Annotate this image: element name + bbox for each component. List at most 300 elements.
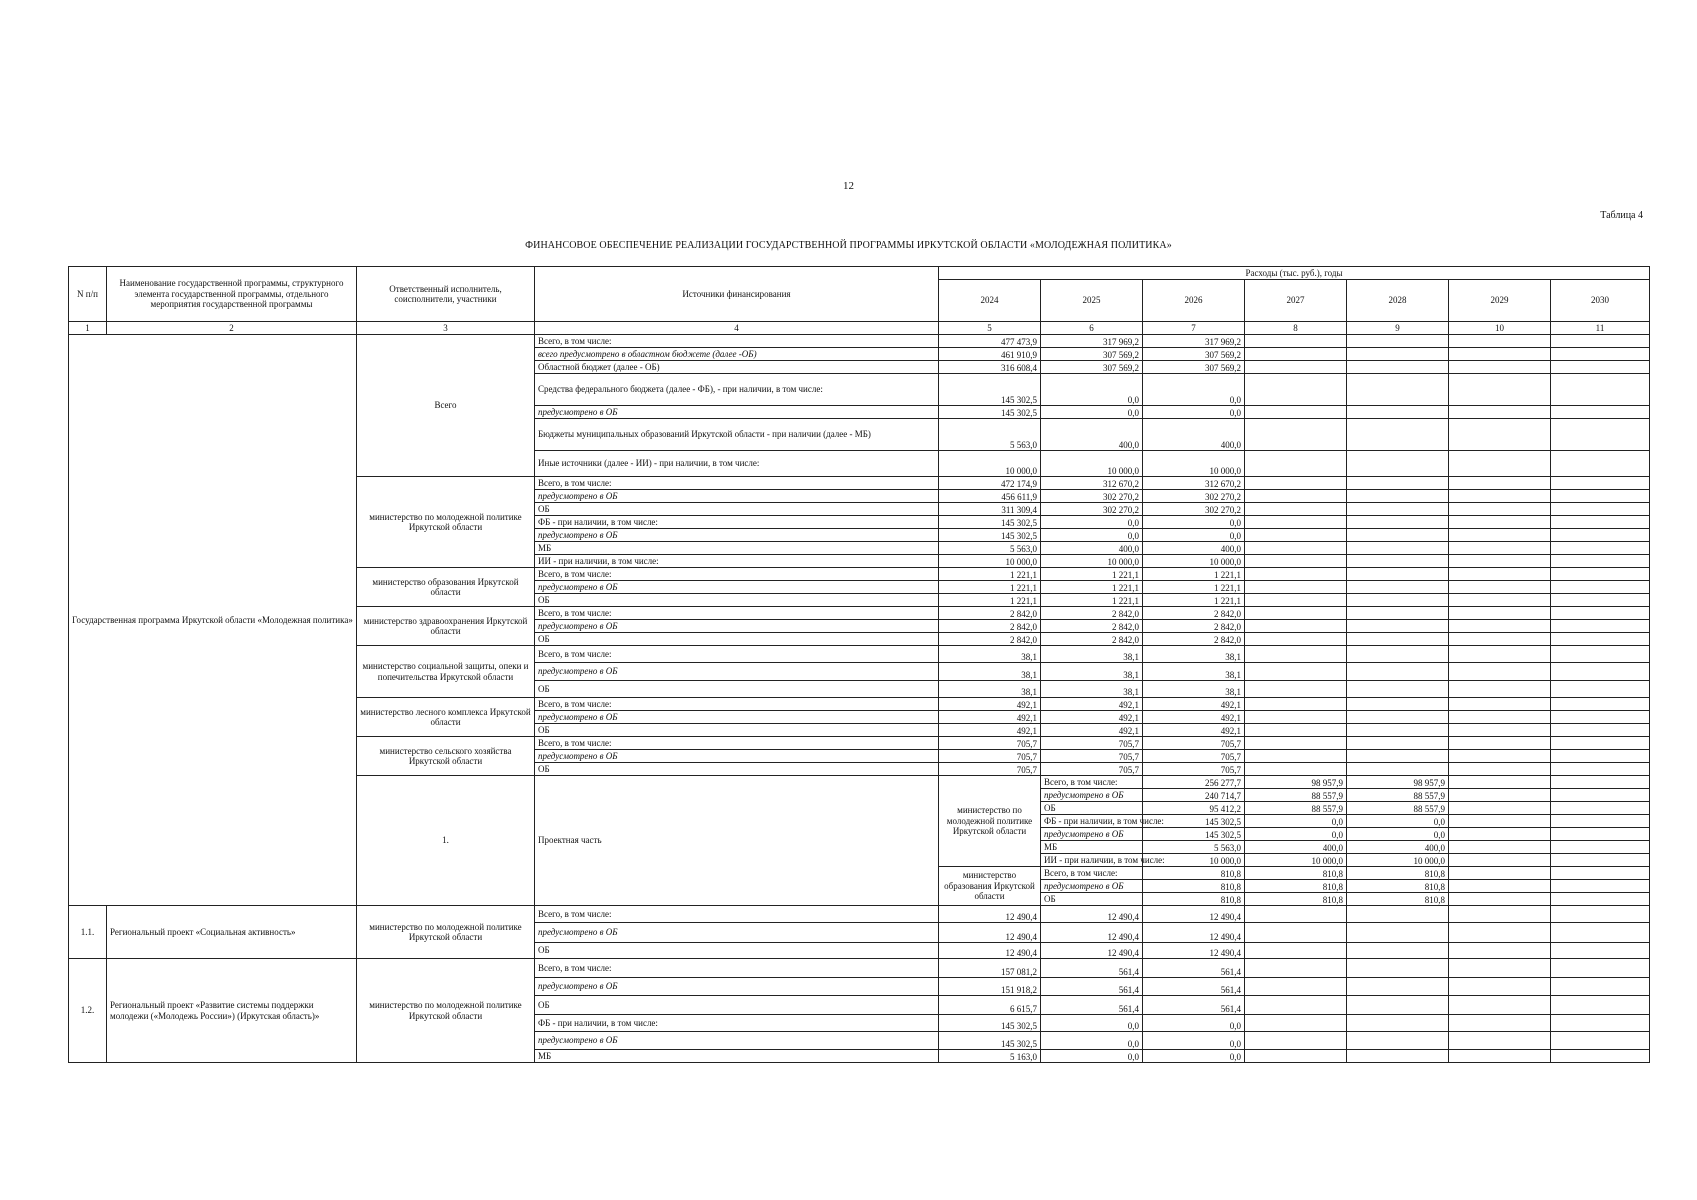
amount-cell — [1449, 477, 1551, 490]
amount-cell: 561,4 — [1143, 959, 1245, 978]
amount-cell: 456 611,9 — [939, 490, 1041, 503]
amount-cell: 5 563,0 — [939, 419, 1041, 451]
amount-cell: 240 714,7 — [1143, 789, 1245, 802]
amount-cell: 1 221,1 — [1143, 594, 1245, 607]
header-source: Источники финансирования — [535, 267, 939, 322]
amount-cell: 810,8 — [1245, 867, 1347, 880]
amount-cell — [1245, 477, 1347, 490]
amount-cell — [1449, 959, 1551, 978]
program-element-name: Государственная программа Иркутской области «Молодежная политика» — [69, 335, 357, 906]
funding-source: ФБ - при наличии, в том числе: — [1041, 815, 1143, 828]
amount-cell: 0,0 — [1041, 1032, 1143, 1050]
funding-source: Бюджеты муниципальных образований Иркутской области - при наличии (далее - МБ) — [535, 419, 939, 451]
funding-source: всего предусмотрено в областном бюджете (далее -ОБ) — [535, 348, 939, 361]
executor-name: министерство по молодежной политике Иркутской области — [939, 776, 1041, 867]
amount-cell: 400,0 — [1041, 542, 1143, 555]
amount-cell — [1449, 750, 1551, 763]
amount-cell — [1449, 503, 1551, 516]
amount-cell: 88 557,9 — [1245, 802, 1347, 815]
funding-source: ОБ — [535, 763, 939, 776]
amount-cell — [1347, 978, 1449, 996]
amount-cell: 810,8 — [1245, 893, 1347, 906]
table-label: Таблица 4 — [1600, 210, 1643, 221]
amount-cell: 307 569,2 — [1041, 348, 1143, 361]
amount-cell: 0,0 — [1245, 815, 1347, 828]
funding-source: предусмотрено в ОБ — [535, 529, 939, 542]
amount-cell: 95 412,2 — [1143, 802, 1245, 815]
amount-cell: 0,0 — [1143, 516, 1245, 529]
amount-cell — [1551, 1032, 1650, 1050]
amount-cell — [1347, 646, 1449, 663]
amount-cell: 12 490,4 — [1143, 906, 1245, 923]
amount-cell — [1347, 348, 1449, 361]
amount-cell — [1551, 555, 1650, 568]
amount-cell — [1347, 996, 1449, 1015]
amount-cell — [1245, 503, 1347, 516]
amount-cell — [1551, 374, 1650, 406]
amount-cell — [1449, 1050, 1551, 1063]
amount-cell: 157 081,2 — [939, 959, 1041, 978]
funding-source: предусмотрено в ОБ — [535, 620, 939, 633]
amount-cell: 400,0 — [1245, 841, 1347, 854]
amount-cell — [1245, 555, 1347, 568]
amount-cell — [1245, 711, 1347, 724]
executor-name: министерство образования Иркутской области — [357, 568, 535, 607]
funding-source: ИИ - при наличии, в том числе: — [1041, 854, 1143, 867]
amount-cell — [1551, 923, 1650, 943]
amount-cell — [1551, 633, 1650, 646]
amount-cell — [1449, 763, 1551, 776]
amount-cell: 145 302,5 — [939, 1032, 1041, 1050]
amount-cell — [1449, 996, 1551, 1015]
amount-cell — [1551, 335, 1650, 348]
amount-cell: 12 490,4 — [939, 943, 1041, 959]
amount-cell: 10 000,0 — [939, 555, 1041, 568]
amount-cell — [1245, 406, 1347, 419]
amount-cell: 38,1 — [1143, 681, 1245, 698]
funding-source: Всего, в том числе: — [535, 477, 939, 490]
executor-name: министерство лесного комплекса Иркутской области — [357, 698, 535, 737]
program-element-name: Региональный проект «Социальная активность» — [107, 906, 357, 959]
amount-cell: 492,1 — [939, 724, 1041, 737]
amount-cell — [1449, 581, 1551, 594]
amount-cell — [1449, 867, 1551, 880]
amount-cell — [1551, 996, 1650, 1015]
amount-cell: 12 490,4 — [1143, 923, 1245, 943]
amount-cell: 151 918,2 — [939, 978, 1041, 996]
amount-cell — [1449, 568, 1551, 581]
amount-cell — [1347, 923, 1449, 943]
amount-cell: 5 163,0 — [939, 1050, 1041, 1063]
amount-cell — [1449, 646, 1551, 663]
amount-cell: 302 270,2 — [1143, 503, 1245, 516]
amount-cell — [1245, 568, 1347, 581]
funding-source: МБ — [535, 1050, 939, 1063]
amount-cell: 88 557,9 — [1347, 802, 1449, 815]
amount-cell: 38,1 — [1041, 663, 1143, 681]
amount-cell: 256 277,7 — [1143, 776, 1245, 789]
amount-cell — [1551, 477, 1650, 490]
amount-cell — [1347, 516, 1449, 529]
amount-cell — [1551, 959, 1650, 978]
amount-cell — [1449, 893, 1551, 906]
funding-source: Всего, в том числе: — [535, 959, 939, 978]
amount-cell: 1 221,1 — [1041, 594, 1143, 607]
amount-cell: 312 670,2 — [1041, 477, 1143, 490]
amount-cell — [1551, 451, 1650, 477]
amount-cell: 472 174,9 — [939, 477, 1041, 490]
amount-cell — [1245, 663, 1347, 681]
amount-cell: 10 000,0 — [1245, 854, 1347, 867]
amount-cell — [1449, 374, 1551, 406]
amount-cell: 317 969,2 — [1041, 335, 1143, 348]
amount-cell — [1347, 1050, 1449, 1063]
amount-cell: 311 309,4 — [939, 503, 1041, 516]
amount-cell — [1449, 776, 1551, 789]
amount-cell: 705,7 — [1041, 737, 1143, 750]
amount-cell — [1245, 374, 1347, 406]
amount-cell — [1449, 789, 1551, 802]
funding-source: Всего, в том числе: — [535, 335, 939, 348]
amount-cell — [1449, 1032, 1551, 1050]
amount-cell — [1245, 1015, 1347, 1032]
amount-cell: 492,1 — [1041, 711, 1143, 724]
amount-cell — [1347, 477, 1449, 490]
amount-cell — [1551, 724, 1650, 737]
amount-cell: 317 969,2 — [1143, 335, 1245, 348]
header-year: 2030 — [1551, 280, 1650, 322]
amount-cell: 2 842,0 — [1041, 633, 1143, 646]
amount-cell: 12 490,4 — [1041, 943, 1143, 959]
amount-cell: 10 000,0 — [1143, 555, 1245, 568]
amount-cell: 12 490,4 — [939, 906, 1041, 923]
amount-cell — [1449, 828, 1551, 841]
amount-cell — [1245, 724, 1347, 737]
amount-cell: 705,7 — [1143, 750, 1245, 763]
amount-cell — [1347, 943, 1449, 959]
amount-cell: 0,0 — [1041, 406, 1143, 419]
amount-cell: 492,1 — [1143, 711, 1245, 724]
amount-cell: 307 569,2 — [1041, 361, 1143, 374]
amount-cell: 705,7 — [939, 750, 1041, 763]
amount-cell — [1245, 698, 1347, 711]
executor-name: Всего — [357, 335, 535, 477]
amount-cell — [1551, 867, 1650, 880]
amount-cell — [1551, 698, 1650, 711]
amount-cell — [1551, 711, 1650, 724]
amount-cell — [1551, 646, 1650, 663]
amount-cell: 0,0 — [1143, 529, 1245, 542]
amount-cell: 0,0 — [1143, 406, 1245, 419]
amount-cell: 0,0 — [1041, 516, 1143, 529]
funding-source: предусмотрено в ОБ — [535, 711, 939, 724]
amount-cell — [1551, 978, 1650, 996]
funding-source: Средства федерального бюджета (далее - ФБ), - при наличии, в том числе: — [535, 374, 939, 406]
amount-cell: 145 302,5 — [939, 374, 1041, 406]
amount-cell — [1449, 419, 1551, 451]
amount-cell — [1449, 854, 1551, 867]
amount-cell: 1 221,1 — [939, 594, 1041, 607]
amount-cell — [1551, 529, 1650, 542]
amount-cell: 561,4 — [1143, 978, 1245, 996]
amount-cell — [1449, 542, 1551, 555]
amount-cell: 2 842,0 — [1041, 620, 1143, 633]
program-element-name: Проектная часть — [535, 776, 939, 906]
amount-cell: 705,7 — [1041, 750, 1143, 763]
amount-cell: 400,0 — [1143, 419, 1245, 451]
amount-cell: 145 302,5 — [1143, 815, 1245, 828]
amount-cell — [1551, 419, 1650, 451]
amount-cell — [1551, 750, 1650, 763]
amount-cell — [1245, 1050, 1347, 1063]
amount-cell: 302 270,2 — [1041, 490, 1143, 503]
amount-cell: 302 270,2 — [1041, 503, 1143, 516]
funding-source: ФБ - при наличии, в том числе: — [535, 516, 939, 529]
column-number: 8 — [1245, 322, 1347, 335]
amount-cell: 10 000,0 — [1347, 854, 1449, 867]
amount-cell — [1551, 568, 1650, 581]
amount-cell: 492,1 — [1041, 698, 1143, 711]
amount-cell: 561,4 — [1041, 959, 1143, 978]
amount-cell — [1245, 516, 1347, 529]
amount-cell: 38,1 — [1143, 663, 1245, 681]
amount-cell — [1245, 906, 1347, 923]
amount-cell: 145 302,5 — [939, 516, 1041, 529]
column-number: 3 — [357, 322, 535, 335]
amount-cell — [1347, 406, 1449, 419]
amount-cell: 145 302,5 — [939, 529, 1041, 542]
amount-cell — [1347, 568, 1449, 581]
executor-name: министерство социальной защиты, опеки и попечительства Иркутской области — [357, 646, 535, 698]
amount-cell: 38,1 — [939, 646, 1041, 663]
amount-cell: 2 842,0 — [1143, 620, 1245, 633]
amount-cell: 492,1 — [1143, 698, 1245, 711]
amount-cell: 810,8 — [1143, 880, 1245, 893]
funding-source: Всего, в том числе: — [535, 568, 939, 581]
funding-source: предусмотрено в ОБ — [535, 923, 939, 943]
amount-cell: 145 302,5 — [1143, 828, 1245, 841]
amount-cell: 98 957,9 — [1347, 776, 1449, 789]
amount-cell — [1245, 750, 1347, 763]
amount-cell — [1551, 841, 1650, 854]
funding-source: предусмотрено в ОБ — [535, 663, 939, 681]
amount-cell — [1449, 620, 1551, 633]
amount-cell: 10 000,0 — [1041, 555, 1143, 568]
amount-cell — [1449, 516, 1551, 529]
amount-cell — [1551, 516, 1650, 529]
amount-cell — [1449, 607, 1551, 620]
amount-cell: 705,7 — [1143, 737, 1245, 750]
header-year: 2029 — [1449, 280, 1551, 322]
funding-source: ОБ — [535, 594, 939, 607]
funding-source: предусмотрено в ОБ — [1041, 880, 1143, 893]
amount-cell — [1551, 893, 1650, 906]
amount-cell — [1245, 633, 1347, 646]
amount-cell — [1551, 828, 1650, 841]
amount-cell — [1449, 529, 1551, 542]
amount-cell: 1 221,1 — [1041, 568, 1143, 581]
amount-cell: 705,7 — [939, 737, 1041, 750]
amount-cell — [1449, 943, 1551, 959]
amount-cell: 98 957,9 — [1245, 776, 1347, 789]
header-year: 2026 — [1143, 280, 1245, 322]
amount-cell: 400,0 — [1143, 542, 1245, 555]
amount-cell — [1449, 880, 1551, 893]
amount-cell: 810,8 — [1347, 880, 1449, 893]
amount-cell — [1551, 348, 1650, 361]
table-row — [69, 906, 1650, 923]
amount-cell: 10 000,0 — [1143, 854, 1245, 867]
executor-name: министерство по молодежной политике Иркутской области — [357, 959, 535, 1063]
amount-cell: 145 302,5 — [939, 406, 1041, 419]
amount-cell — [1449, 802, 1551, 815]
amount-cell: 88 557,9 — [1347, 789, 1449, 802]
amount-cell — [1347, 737, 1449, 750]
funding-source: предусмотрено в ОБ — [535, 750, 939, 763]
amount-cell: 492,1 — [939, 698, 1041, 711]
funding-source: ОБ — [535, 681, 939, 698]
amount-cell: 302 270,2 — [1143, 490, 1245, 503]
column-number: 4 — [535, 322, 939, 335]
amount-cell — [1449, 348, 1551, 361]
amount-cell — [1347, 750, 1449, 763]
amount-cell — [1551, 763, 1650, 776]
amount-cell — [1245, 681, 1347, 698]
amount-cell — [1347, 361, 1449, 374]
amount-cell — [1551, 1015, 1650, 1032]
funding-source: предусмотрено в ОБ — [535, 490, 939, 503]
amount-cell — [1551, 594, 1650, 607]
amount-cell — [1449, 923, 1551, 943]
amount-cell — [1551, 542, 1650, 555]
amount-cell: 5 563,0 — [939, 542, 1041, 555]
amount-cell — [1551, 802, 1650, 815]
amount-cell: 0,0 — [1347, 828, 1449, 841]
amount-cell: 810,8 — [1347, 893, 1449, 906]
amount-cell: 6 615,7 — [939, 996, 1041, 1015]
funding-source: ОБ — [1041, 893, 1143, 906]
amount-cell: 810,8 — [1245, 880, 1347, 893]
amount-cell: 312 670,2 — [1143, 477, 1245, 490]
amount-cell — [1449, 724, 1551, 737]
funding-source: Всего, в том числе: — [535, 607, 939, 620]
amount-cell — [1245, 646, 1347, 663]
amount-cell: 316 608,4 — [939, 361, 1041, 374]
amount-cell: 0,0 — [1143, 1032, 1245, 1050]
amount-cell — [1347, 581, 1449, 594]
amount-cell: 810,8 — [1347, 867, 1449, 880]
funding-source: Всего, в том числе: — [535, 646, 939, 663]
funding-source: ОБ — [535, 503, 939, 516]
funding-source: ОБ — [535, 996, 939, 1015]
column-number: 9 — [1347, 322, 1449, 335]
amount-cell: 705,7 — [939, 763, 1041, 776]
amount-cell — [1449, 841, 1551, 854]
amount-cell — [1347, 374, 1449, 406]
amount-cell: 0,0 — [1245, 828, 1347, 841]
column-number: 6 — [1041, 322, 1143, 335]
amount-cell: 5 563,0 — [1143, 841, 1245, 854]
amount-cell — [1245, 581, 1347, 594]
amount-cell — [1551, 943, 1650, 959]
funding-source: МБ — [535, 542, 939, 555]
amount-cell — [1449, 451, 1551, 477]
header-year: 2025 — [1041, 280, 1143, 322]
funding-source: Всего, в том числе: — [535, 698, 939, 711]
amount-cell — [1449, 906, 1551, 923]
amount-cell: 492,1 — [1143, 724, 1245, 737]
amount-cell — [1449, 698, 1551, 711]
executor-name: министерство образования Иркутской области — [939, 867, 1041, 906]
amount-cell — [1245, 737, 1347, 750]
amount-cell: 1 221,1 — [939, 568, 1041, 581]
amount-cell: 492,1 — [1041, 724, 1143, 737]
amount-cell — [1551, 776, 1650, 789]
amount-cell — [1347, 1015, 1449, 1032]
funding-source: Всего, в том числе: — [535, 737, 939, 750]
amount-cell — [1347, 663, 1449, 681]
table-row — [69, 335, 1650, 348]
funding-source: Всего, в том числе: — [535, 906, 939, 923]
amount-cell — [1347, 335, 1449, 348]
amount-cell — [1347, 711, 1449, 724]
amount-cell: 561,4 — [1041, 978, 1143, 996]
amount-cell — [1449, 335, 1551, 348]
amount-cell — [1551, 854, 1650, 867]
amount-cell — [1347, 529, 1449, 542]
column-number: 2 — [107, 322, 357, 335]
amount-cell — [1551, 490, 1650, 503]
amount-cell — [1347, 633, 1449, 646]
amount-cell: 12 490,4 — [1143, 943, 1245, 959]
amount-cell: 10 000,0 — [1041, 451, 1143, 477]
funding-source: предусмотрено в ОБ — [535, 978, 939, 996]
funding-source: предусмотрено в ОБ — [1041, 789, 1143, 802]
funding-source: предусмотрено в ОБ — [535, 581, 939, 594]
program-element-name: Региональный проект «Развитие системы поддержки молодежи («Молодежь России») (Иркутская область)» — [107, 959, 357, 1063]
executor-name: министерство сельского хозяйства Иркутской области — [357, 737, 535, 776]
amount-cell — [1449, 406, 1551, 419]
amount-cell: 1 221,1 — [1041, 581, 1143, 594]
amount-cell — [1551, 503, 1650, 516]
amount-cell: 705,7 — [1143, 763, 1245, 776]
header-name: Наименование государственной программы, структурного элемента государственной программы, отдельного мероприятия государственной программы — [107, 267, 357, 322]
amount-cell — [1449, 1015, 1551, 1032]
amount-cell: 38,1 — [1143, 646, 1245, 663]
amount-cell: 0,0 — [1143, 374, 1245, 406]
amount-cell: 0,0 — [1041, 374, 1143, 406]
amount-cell: 0,0 — [1041, 1015, 1143, 1032]
amount-cell — [1551, 906, 1650, 923]
amount-cell — [1347, 451, 1449, 477]
amount-cell: 38,1 — [939, 663, 1041, 681]
funding-source: ОБ — [535, 633, 939, 646]
header-year: 2027 — [1245, 280, 1347, 322]
amount-cell — [1449, 681, 1551, 698]
amount-cell — [1347, 1032, 1449, 1050]
funding-source: Иные источники (далее - ИИ) - при наличии, в том числе: — [535, 451, 939, 477]
amount-cell — [1245, 419, 1347, 451]
amount-cell: 810,8 — [1143, 893, 1245, 906]
amount-cell — [1245, 361, 1347, 374]
amount-cell: 2 842,0 — [1143, 607, 1245, 620]
amount-cell — [1449, 555, 1551, 568]
header-year: 2028 — [1347, 280, 1449, 322]
amount-cell — [1551, 789, 1650, 802]
amount-cell: 477 473,9 — [939, 335, 1041, 348]
amount-cell — [1449, 663, 1551, 681]
amount-cell: 2 842,0 — [939, 607, 1041, 620]
